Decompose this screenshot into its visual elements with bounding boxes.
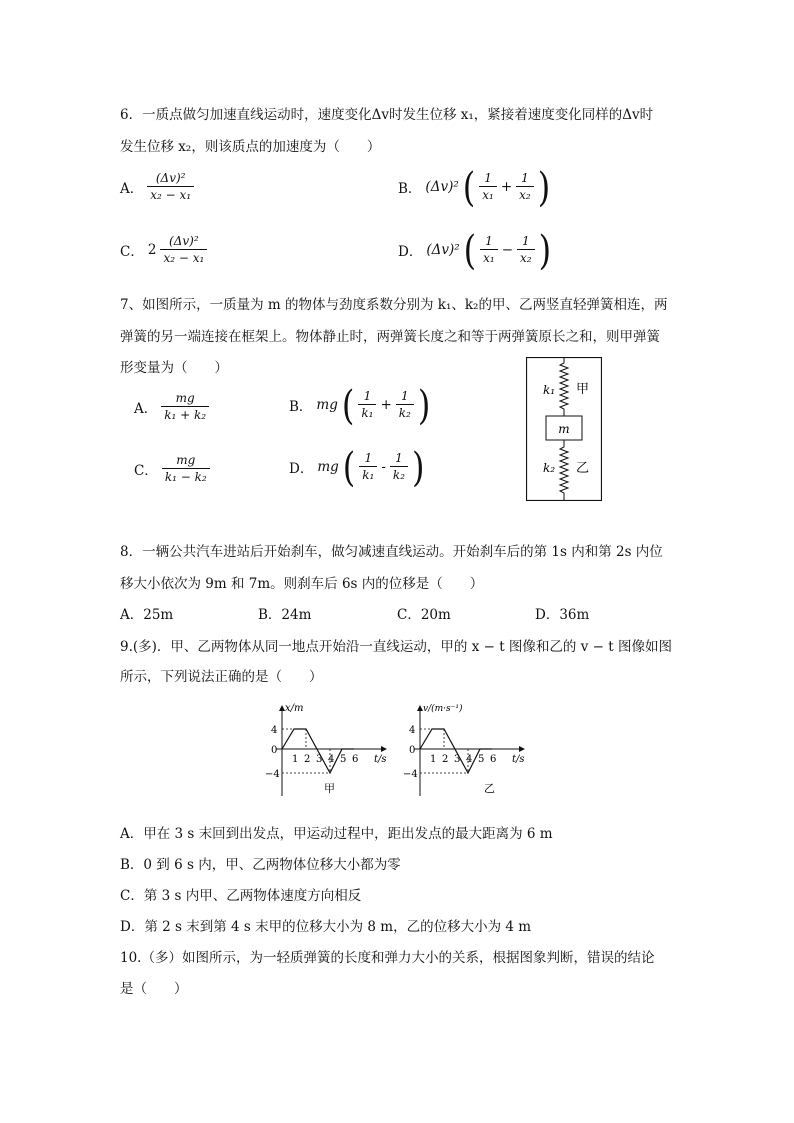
q8-option-c: C．20m: [397, 607, 451, 623]
option-label: C．: [120, 243, 144, 260]
tick-y-neg4: −4: [403, 769, 418, 780]
svg-text:3: 3: [454, 754, 461, 765]
q8-option-b: B．24m: [258, 607, 312, 623]
x-axis-label: t/s: [374, 754, 387, 765]
k1-label: k₁: [543, 383, 556, 397]
fraction: $\frac{\text{(Δv)²}}{\text{x₂ − x₁}}$: [147, 170, 194, 203]
tick-y-0: 0: [271, 745, 278, 756]
svg-text:3: 3: [316, 754, 323, 765]
y-axis-label: x/m: [285, 703, 304, 714]
svg-text:1: 1: [430, 754, 437, 765]
q9-stem-line1: 9.(多)．甲、乙两物体从同一地点开始沿一直线运动，甲的 x − t 图像和乙的 v − t 图像如图: [120, 639, 672, 655]
q8-stem-line2: 移大小依次为 9m 和 7m。则刹车后 6s 内的位移是（ ）: [120, 576, 484, 592]
tick-y-0: 0: [409, 745, 416, 756]
graph-yi-vt: [400, 700, 530, 800]
option-label: A．: [134, 400, 158, 417]
graph-caption-jia: 甲: [324, 782, 335, 795]
x-t-curve: [282, 729, 354, 773]
k2-label: k₂: [543, 461, 556, 475]
tick-y-neg4: −4: [265, 769, 280, 780]
q9-option-c: C．第 3 s 内甲、乙两物体速度方向相反: [120, 888, 362, 904]
svg-text:4: 4: [328, 754, 335, 765]
q10-stem-line1: 10.（多）如图所示，为一轻质弹簧的长度和弹力大小的关系，根据图象判断，错误的结论: [120, 950, 655, 966]
q7-option-a: A． $\frac{mg}{\text{k₁ + k₂}}$: [134, 390, 209, 423]
svg-text:6: 6: [490, 754, 497, 765]
q9-option-a: A．甲在 3 s 末回到出发点，甲运动过程中，距出发点的最大距离为 6 m: [120, 826, 553, 842]
q8-stem-line1: 8．一辆公共汽车进站后开始刹车，做匀减速直线运动。开始刹车后的第 1s 内和第 2s 内位: [120, 544, 663, 560]
q7-stem-line1: 7、如图所示，一质量为 m 的物体与劲度系数分别为 k₁、k₂的甲、乙两竖直轻弹簧相连，两: [120, 297, 668, 313]
spring-yi: [560, 440, 568, 500]
v-t-curve: [420, 729, 492, 773]
option-label: D．: [398, 243, 423, 260]
q6-option-d: D． (Δv)² ( $\frac{1}{\text{x₁}}$ − $\frac{1}{\text{x₂}}$ ): [398, 225, 552, 274]
yi-label: 乙: [576, 461, 590, 476]
svg-text:6: 6: [352, 754, 359, 765]
q6-option-b: B． (Δv)² ( $\frac{1}{\text{x₁}}$ + $\frac{1}{\text{x₂}}$ ): [398, 162, 551, 211]
q9-option-b: B．0 到 6 s 内，甲、乙两物体位移大小都为零: [120, 857, 401, 873]
q10-stem-line2: 是（ ）: [120, 981, 188, 997]
option-label: D．: [289, 460, 314, 477]
q6-option-a: [120, 170, 194, 203]
q7-option-d: D． mg ( $\frac{1}{\text{k₁}}$ - $\frac{1}{\text{k₂}}$ ): [289, 442, 425, 491]
svg-text:5: 5: [478, 754, 485, 765]
q6-stem-line2: 发生位移 x₂，则该质点的加速度为（ ）: [120, 139, 381, 155]
svg-text:5: 5: [340, 754, 347, 765]
q8-option-a: A．25m: [120, 607, 174, 623]
svg-text:1: 1: [292, 754, 299, 765]
tick-y-4: 4: [271, 725, 278, 736]
svg-text:2: 2: [442, 754, 449, 765]
y-axis-label: v/(m·s⁻¹): [423, 704, 463, 714]
svg-text:4: 4: [466, 754, 473, 765]
mass-label: m: [558, 422, 570, 436]
q7-stem-line3: 形变量为（ ）: [120, 360, 228, 376]
spring-jia: [560, 358, 568, 416]
q9-option-d: D．第 2 s 末到第 4 s 末甲的位移大小为 8 m，乙的位移大小为 4 m: [120, 919, 532, 935]
option-label: C．: [134, 462, 158, 479]
option-label: A．: [120, 180, 144, 197]
option-label: B．: [398, 180, 422, 197]
jia-label: 甲: [576, 382, 590, 397]
option-label: B．: [289, 398, 313, 415]
q6-stem-line1: 6．一质点做匀加速直线运动时，速度变化Δv时发生位移 x₁，紧接着速度变化同样的Δv时: [120, 107, 654, 123]
x-axis-label: t/s: [512, 754, 525, 765]
tick-y-4: 4: [409, 725, 416, 736]
spring-frame-figure: [526, 357, 602, 501]
graph-jia-xt: [262, 700, 392, 800]
graph-caption-yi: 乙: [484, 782, 495, 795]
svg-text:2: 2: [304, 754, 311, 765]
q6-option-c: C． 2 $\frac{\text{(Δv)²}}{\text{x₂ − x₁}}$: [120, 233, 207, 266]
q8-option-d: D．36m: [535, 607, 590, 623]
q7-stem-line2: 弹簧的另一端连接在框架上。物体静止时，两弹簧长度之和等于两弹簧原长之和，则甲弹簧: [120, 329, 660, 345]
q9-stem-line2: 所示，下列说法正确的是（ ）: [120, 669, 323, 685]
q7-option-c: C． $\frac{mg}{\text{k₁ − k₂}}$: [134, 452, 210, 485]
q7-option-b: B． mg ( $\frac{1}{\text{k₁}}$ + $\frac{1}{\text{k₂}}$ ): [289, 380, 431, 429]
